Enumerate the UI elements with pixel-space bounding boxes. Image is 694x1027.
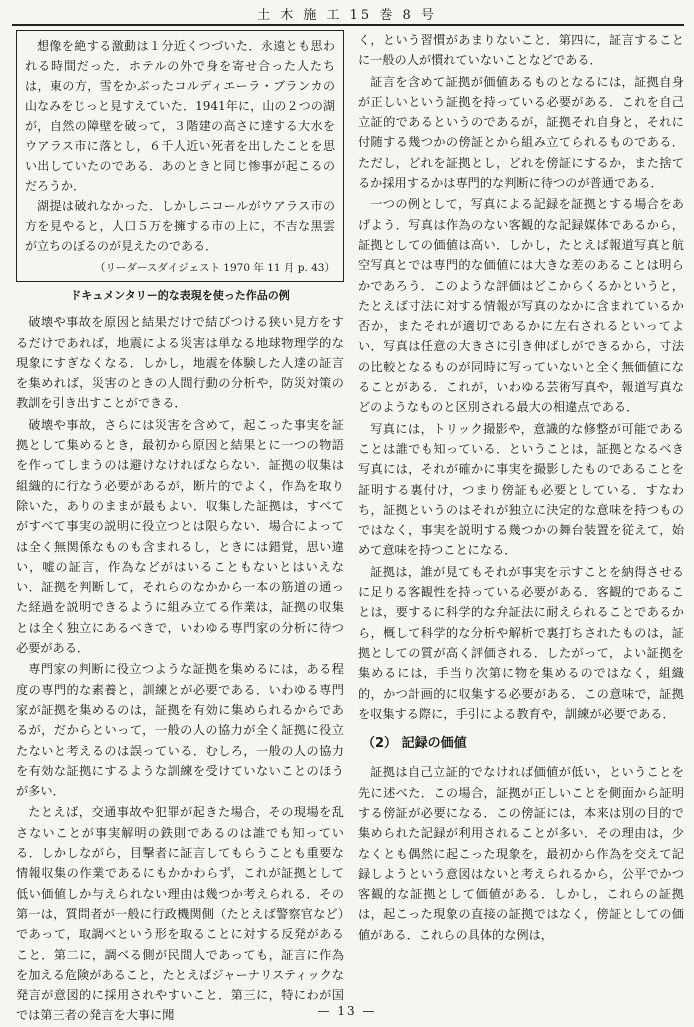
body-paragraph: 専門家の判断に役立つような証拠を集めるには，ある程度の専門的な素養と，訓練とが必要である．いわゆる専門家が証拠を集めるのは，証拠を有効に集められるからであるが，だからといって，一般の人の協力が全く証拠に役立たないと考えるのは誤っている．むしろ，一般の人の協力を有効な証拠にするような訓練を受けていないことのほうが多い． [16,662,344,799]
body-paragraph: たとえば，交通事故や犯罪が起きた場合，その現場を乱さないことが事実解明の鉄則であるのは誰でも知っている．しかしながら，目撃者に証言してもらうことも重要な情報収集の作業であるにもかかわらず，これが証拠として低い価値しか与えられない理由は幾つか考えられる．その第一は，質問者が一般に行政機関側（たとえば警察官など）であって，取調べという形を取ることに対する反発があること．第二に，調べる側が民間人であっても，証言に作為を加える危険があること，たとえばジャーナリスティックな発言が意図的に採用されやすいこと．第三に，特にわが国では第三者の発言を大事に聞 [16,805,344,1023]
body-paragraph: 証拠は自己立証的でなければ価値が低い，ということを先に述べた．この場合，証拠が正しいことを側面から証明する傍証が必要になる．この傍証には，本来は別の目的で集められた記録が利用されることが多い．その理由は，少なくとも偶然に起こった現象を，最初から作為を交えて記録しようという意図はないと考えられるから，公平でかつ客観的な証拠として価値がある．しかし，これらの証拠は，起こった現象の直接の証拠ではなく，傍証としての価値がある．これらの具体的な例は， [358,765,684,942]
quote-source: （リーダースダイジェスト 1970 年 11 月 p. 43） [94,262,335,274]
header-rule [12,24,684,26]
left-column [16,30,344,1023]
continued-paragraph: く，という習慣があまりないこと．第四に，証言することに一般の人が慣れていないことなどである． [358,33,684,68]
quote-caption: ドキュメンタリー的な表現を使った作品の例 [70,289,290,302]
page-number: — 13 — [317,1004,377,1018]
body-paragraph: 一つの例として，写真による記録を証拠とする場合をあげよう．写真は作為のない客観的な記録媒体であるから，証拠としての価値は高い．しかし，たとえば報道写真と航空写真とでは専門的な価値には大きな差のあることは明らかであろう．このような評価はどこからくるかというと，たとえば寸法に対する情報が写真のなかに含まれているか否か，またそれが適切であるかに左右されるといってよい．写真は任意の大きさに引き伸ばしができるから，寸法の比較となるものが同時に写っていないと全く無価値になることがある．これが，いわゆる芸術写真や，報道写真などのようなものと区別される最大の相違点である． [358,197,684,415]
body-paragraph: 破壊や事故を原因と結果だけで結びつける狭い見方をするだけであれば，地震による災害は単なる地球物理学的な現象にすぎなくなる．しかし，地震を体験した人達の証言を集めれば，災害のときの人間行動の分析や，防災対策の教訓を引き出すことができる． [16,315,344,411]
quote-paragraph: 想像を絶する激動は１分近くつづいた．永遠とも思われる時間だった．ホテルの外で身を寄せ合った人たちは，東の方，雪をかぶったコルディエーラ・ブランカの山なみをじっと見すえていた．1941年に，山の２つの湖が，自然の障壁を破って，３階建の高さに達する大水をウアラス市に落とし，６千人近い死者を出したことを思い出していたのである．あのときと同じ惨事が起こるのだろうか． [25,39,335,193]
right-column [358,30,684,990]
body-paragraph: 写真には，トリック撮影や，意識的な修整が可能であることは誰でも知っている．ということは，証拠となるべき写真には，それが確かに事実を撮影したものであることを証明する裏付け，つまり傍証も必要としている．すなわち，証拠というのはそれが独立に決定的な意味を持つものではなく，事実を説明する幾つかの舞台装置を従えて，始めて意味を持つことになる． [358,421,684,558]
body-paragraph: 破壊や事故，さらには災害を含めて，起こった事実を証拠として集めるとき，最初から原因と結果とに一つの物語を作ってしまうのは避けなければならない．証拠の収集は組織的に行なう必要があるが，断片的でよく，作為を取り除いた，ありのままが最もよい．収集した証拠は，すべてがすべて事実の説明に役立つとは限らない．場合によっては全く無関係なものも含まれるし，ときには錯覚，思い違い，嘘の証言，作為などがはいることもないとはいえない．証拠を判断して，それらのなかから一本の筋道の通った経過を説明できるように組み立てる作業は，証拠の収集とは全く独立にあるべきで，いわゆる専門家の分析に待つ必要がある． [16,417,344,656]
quote-box [16,30,344,282]
body-paragraph: 証拠は，誰が見てもそれが事実を示すことを納得させるに足りる客観性を持っている必要がある．客観的であることは，要するに科学的な弁証法に耐えられることであるから，概して科学的な分析や解析で裏打ちされたものは，証拠としての質が高く評価される．したがって，よい証拠を集めるには，手当り次第に物を集めるのではなく，組織的，かつ計画的に収集する必要がある．この意味で，証拠を収集する際に，手引による教育や，訓練が必要である． [358,564,684,721]
quote-paragraph: 湖提は破れなかった．しかしニコールがウアラス市の方を見やると，人口５万を擁する市の上に，不吉な黒雲が立ちのぼるのが見えたのである． [25,199,335,253]
running-header: 土 木 施 工 15 巻 8 号 [257,8,437,23]
section-heading: （2） 記録の価値 [362,736,467,752]
body-paragraph: 証言を含めて証拠が価値あるものとなるには，証拠自身が正しいという証拠を持っている必要がある．これを自己立証的であるというのであるが，証拠それ自身と，それに付随する幾つかの傍証とから組み立てられるものである．ただし，どれを証拠とし，どれを傍証にするか，また捨てるか採用するかは専門的な判断に待つのが普通である． [358,74,684,191]
